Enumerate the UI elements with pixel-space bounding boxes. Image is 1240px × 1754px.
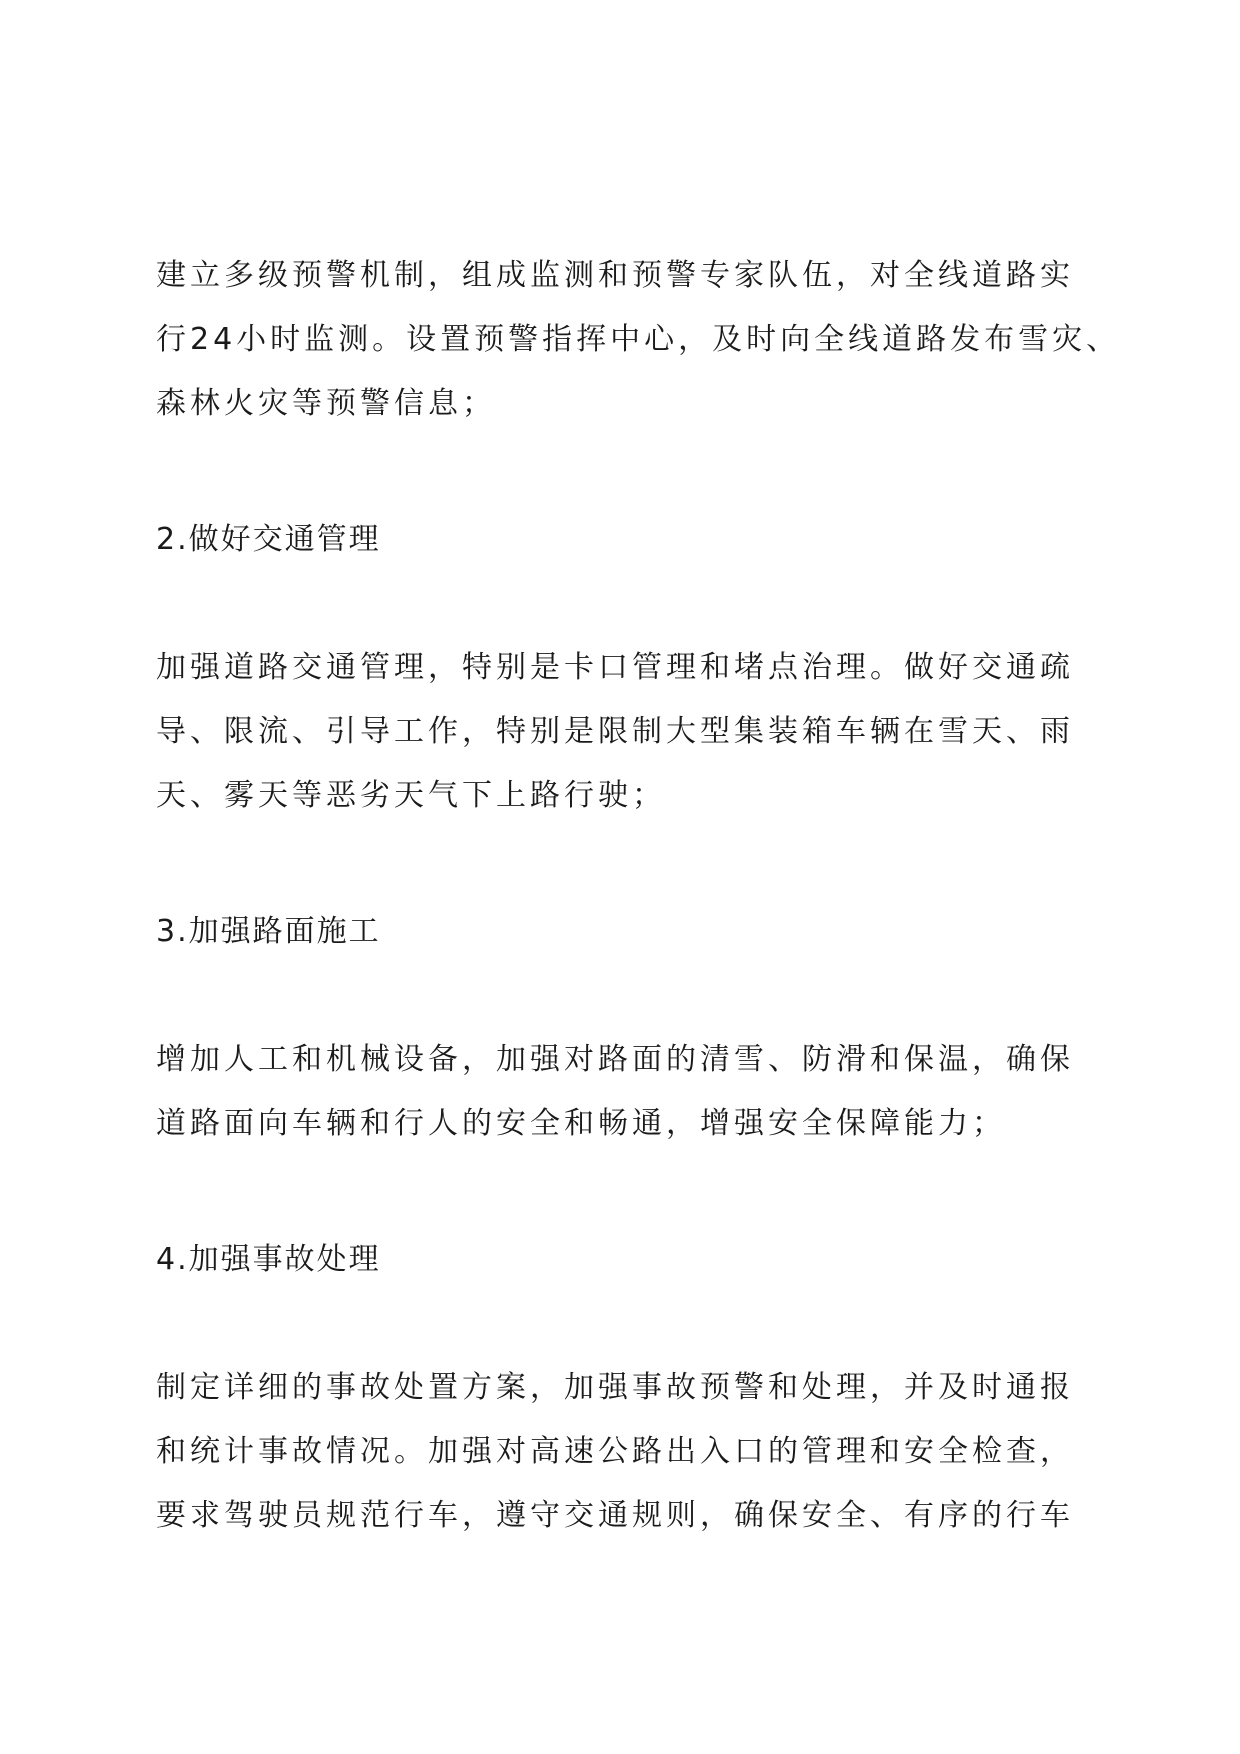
text-line: 增加人工和机械设备，加强对路面的清雪、防滑和保温，确保 bbox=[156, 1042, 1074, 1077]
section-heading-accident-handling: 4.加强事故处理 bbox=[156, 1242, 381, 1277]
text-line: 森林火灾等预警信息； bbox=[156, 386, 496, 421]
text-line: 行24小时监测。设置预警指挥中心，及时向全线道路发布雪灾、 bbox=[156, 322, 1121, 357]
text-line: 加强道路交通管理，特别是卡口管理和堵点治理。做好交通疏 bbox=[156, 650, 1074, 685]
text-line: 道路面向车辆和行人的安全和畅通，增强安全保障能力； bbox=[156, 1106, 1006, 1141]
text-line: 要求驾驶员规范行车，遵守交通规则，确保安全、有序的行车 bbox=[156, 1498, 1074, 1533]
text-line: 导、限流、引导工作，特别是限制大型集装箱车辆在雪天、雨 bbox=[156, 714, 1074, 749]
section-heading-traffic-management: 2.做好交通管理 bbox=[156, 522, 381, 557]
text-line: 天、雾天等恶劣天气下上路行驶； bbox=[156, 778, 666, 813]
text-line: 建立多级预警机制，组成监测和预警专家队伍，对全线道路实 bbox=[156, 258, 1074, 293]
paragraph-road-construction bbox=[156, 1028, 1096, 1156]
paragraph-accident-handling bbox=[156, 1356, 1096, 1548]
text-line: 制定详细的事故处置方案，加强事故预警和处理，并及时通报 bbox=[156, 1370, 1074, 1405]
text-line: 和统计事故情况。加强对高速公路出入口的管理和安全检查， bbox=[156, 1434, 1074, 1469]
section-heading-road-construction: 3.加强路面施工 bbox=[156, 914, 381, 949]
paragraph-traffic-management bbox=[156, 636, 1096, 828]
paragraph-early-warning bbox=[156, 244, 1121, 436]
